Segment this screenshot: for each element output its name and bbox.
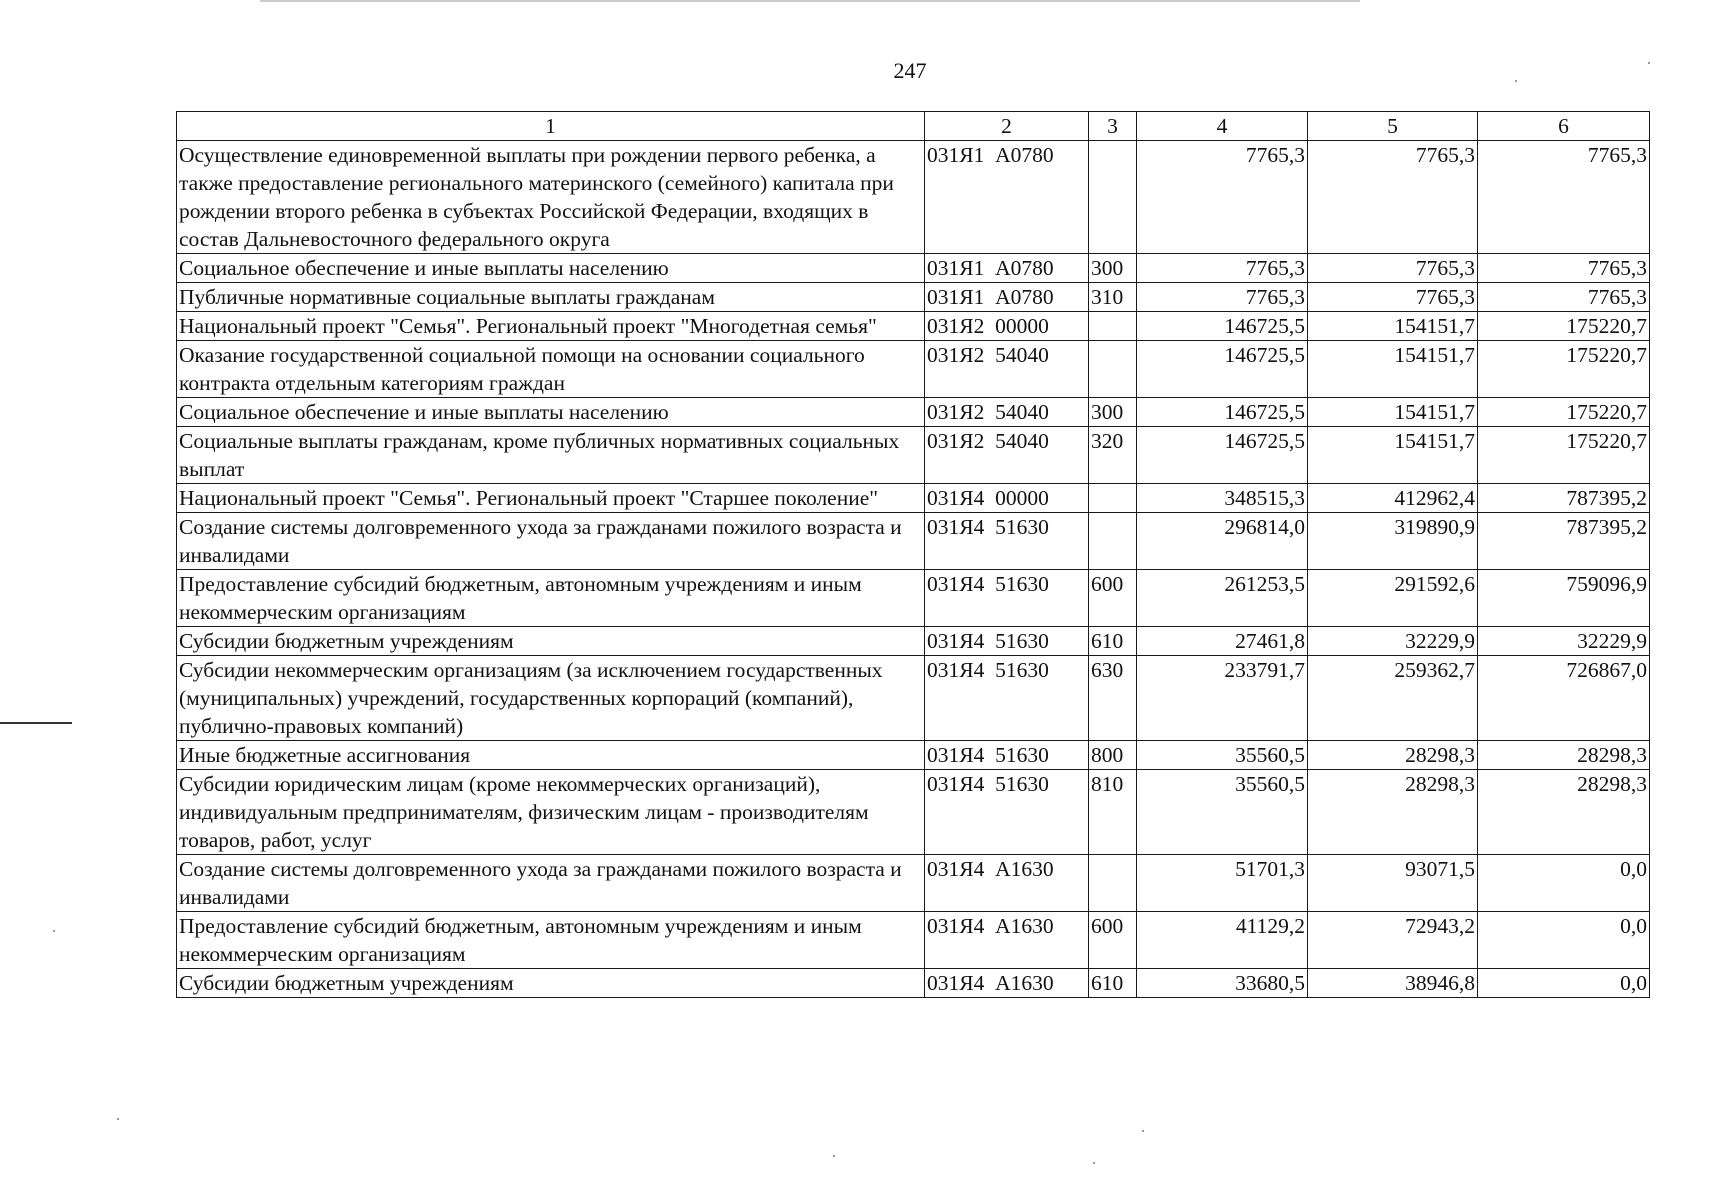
row-amount-col5: 28298,3	[1308, 741, 1478, 770]
row-amount-col6: 175220,7	[1478, 341, 1650, 398]
table-row	[177, 627, 1650, 656]
table-row	[177, 341, 1650, 398]
row-amount-col6: 28298,3	[1478, 770, 1650, 855]
scan-speck	[833, 1155, 835, 1157]
scan-speck	[1142, 1130, 1144, 1132]
header-col-6: 6	[1478, 112, 1650, 141]
row-target-code: 031Я4 А1630	[925, 912, 1089, 969]
row-amount-col5: 32229,9	[1308, 627, 1478, 656]
row-target-code: 031Я4 51630	[925, 513, 1089, 570]
row-expense-type	[1089, 141, 1137, 254]
row-amount-col6: 0,0	[1478, 969, 1650, 998]
table-row	[177, 283, 1650, 312]
row-amount-col6: 0,0	[1478, 912, 1650, 969]
table-row	[177, 312, 1650, 341]
row-amount-col5: 7765,3	[1308, 283, 1478, 312]
budget-table	[176, 111, 1650, 998]
row-amount-col5: 7765,3	[1308, 254, 1478, 283]
row-target-code: 031Я4 А1630	[925, 969, 1089, 998]
row-amount-col4: 33680,5	[1137, 969, 1308, 998]
row-amount-col6: 175220,7	[1478, 427, 1650, 484]
row-amount-col4: 261253,5	[1137, 570, 1308, 627]
scan-edge-line	[260, 0, 1360, 2]
row-amount-col4: 146725,5	[1137, 312, 1308, 341]
scan-speck	[53, 930, 55, 932]
row-amount-col6: 175220,7	[1478, 312, 1650, 341]
row-name: Субсидии бюджетным учреждениям	[177, 969, 925, 998]
header-col-2: 2	[925, 112, 1089, 141]
row-expense-type: 600	[1089, 570, 1137, 627]
row-target-code: 031Я2 54040	[925, 398, 1089, 427]
row-amount-col6: 7765,3	[1478, 254, 1650, 283]
row-target-code: 031Я4 51630	[925, 656, 1089, 741]
row-expense-type: 310	[1089, 283, 1137, 312]
row-name: Создание системы долговременного ухода за гражданами пожилого возраста и инвалидами	[177, 513, 925, 570]
row-amount-col5: 154151,7	[1308, 398, 1478, 427]
row-expense-type: 300	[1089, 398, 1137, 427]
row-amount-col4: 51701,3	[1137, 855, 1308, 912]
table-row	[177, 741, 1650, 770]
row-amount-col4: 146725,5	[1137, 427, 1308, 484]
header-col-4: 4	[1137, 112, 1308, 141]
row-expense-type: 610	[1089, 627, 1137, 656]
row-amount-col5: 7765,3	[1308, 141, 1478, 254]
table-row	[177, 656, 1650, 741]
row-amount-col4: 296814,0	[1137, 513, 1308, 570]
header-col-1: 1	[177, 112, 925, 141]
row-expense-type	[1089, 341, 1137, 398]
row-expense-type	[1089, 855, 1137, 912]
row-name: Социальные выплаты гражданам, кроме публичных нормативных социальных выплат	[177, 427, 925, 484]
row-amount-col4: 146725,5	[1137, 341, 1308, 398]
row-expense-type	[1089, 312, 1137, 341]
row-name: Социальное обеспечение и иные выплаты населению	[177, 254, 925, 283]
row-amount-col6: 28298,3	[1478, 741, 1650, 770]
row-target-code: 031Я4 51630	[925, 627, 1089, 656]
row-amount-col4: 348515,3	[1137, 484, 1308, 513]
row-name: Создание системы долговременного ухода за гражданами пожилого возраста и инвалидами	[177, 855, 925, 912]
scan-speck	[1515, 80, 1517, 82]
row-amount-col5: 319890,9	[1308, 513, 1478, 570]
row-amount-col4: 7765,3	[1137, 254, 1308, 283]
table-row	[177, 427, 1650, 484]
row-target-code: 031Я4 51630	[925, 570, 1089, 627]
row-expense-type: 300	[1089, 254, 1137, 283]
row-amount-col5: 291592,6	[1308, 570, 1478, 627]
row-amount-col4: 7765,3	[1137, 141, 1308, 254]
row-target-code: 031Я4 51630	[925, 770, 1089, 855]
row-amount-col4: 35560,5	[1137, 741, 1308, 770]
table-row	[177, 855, 1650, 912]
table-header-row	[177, 112, 1650, 141]
row-amount-col6: 759096,9	[1478, 570, 1650, 627]
row-target-code: 031Я2 00000	[925, 312, 1089, 341]
row-name: Предоставление субсидий бюджетным, автономным учреждениям и иным некоммерческим организациям	[177, 570, 925, 627]
scan-speck	[117, 1118, 119, 1120]
row-name: Субсидии юридическим лицам (кроме некоммерческих организаций), индивидуальным предпринимателям, физическим лицам - производителям товаров, работ, услуг	[177, 770, 925, 855]
row-amount-col6: 7765,3	[1478, 141, 1650, 254]
row-amount-col5: 72943,2	[1308, 912, 1478, 969]
row-amount-col4: 7765,3	[1137, 283, 1308, 312]
row-amount-col5: 412962,4	[1308, 484, 1478, 513]
row-name: Публичные нормативные социальные выплаты гражданам	[177, 283, 925, 312]
row-amount-col6: 787395,2	[1478, 484, 1650, 513]
row-amount-col5: 28298,3	[1308, 770, 1478, 855]
row-amount-col4: 41129,2	[1137, 912, 1308, 969]
row-target-code: 031Я4 51630	[925, 741, 1089, 770]
table-row	[177, 513, 1650, 570]
header-col-3: 3	[1089, 112, 1137, 141]
row-amount-col5: 154151,7	[1308, 312, 1478, 341]
row-amount-col5: 154151,7	[1308, 341, 1478, 398]
page-number: 247	[893, 58, 927, 83]
row-expense-type	[1089, 513, 1137, 570]
row-amount-col5: 154151,7	[1308, 427, 1478, 484]
row-target-code: 031Я4 А1630	[925, 855, 1089, 912]
row-target-code: 031Я1 А0780	[925, 283, 1089, 312]
row-target-code: 031Я4 00000	[925, 484, 1089, 513]
row-name: Национальный проект "Семья". Региональный проект "Многодетная семья"	[177, 312, 925, 341]
row-target-code: 031Я2 54040	[925, 341, 1089, 398]
row-name: Иные бюджетные ассигнования	[177, 741, 925, 770]
row-amount-col6: 32229,9	[1478, 627, 1650, 656]
row-target-code: 031Я1 А0780	[925, 254, 1089, 283]
row-amount-col6: 0,0	[1478, 855, 1650, 912]
row-target-code: 031Я1 А0780	[925, 141, 1089, 254]
row-name: Предоставление субсидий бюджетным, автономным учреждениям и иным некоммерческим организациям	[177, 912, 925, 969]
row-amount-col6: 726867,0	[1478, 656, 1650, 741]
row-name: Оказание государственной социальной помощи на основании социального контракта отдельным категориям граждан	[177, 341, 925, 398]
scan-speck	[1648, 62, 1650, 64]
row-amount-col5: 93071,5	[1308, 855, 1478, 912]
row-amount-col4: 35560,5	[1137, 770, 1308, 855]
row-amount-col4: 233791,7	[1137, 656, 1308, 741]
scan-speck	[1093, 1162, 1095, 1164]
table-row	[177, 484, 1650, 513]
row-amount-col5: 259362,7	[1308, 656, 1478, 741]
row-name: Субсидии некоммерческим организациям (за исключением государственных (муниципальных) учреждений, государственных корпораций (компаний), публично-правовых компаний)	[177, 656, 925, 741]
row-expense-type: 810	[1089, 770, 1137, 855]
table-row	[177, 770, 1650, 855]
row-expense-type	[1089, 484, 1137, 513]
row-expense-type: 320	[1089, 427, 1137, 484]
row-expense-type: 800	[1089, 741, 1137, 770]
table-row	[177, 141, 1650, 254]
table-row	[177, 912, 1650, 969]
row-name: Осуществление единовременной выплаты при рождении первого ребенка, а также предоставление регионального материнского (семейного) капитала при рождении второго ребенка в субъектах Российской Федерации, входящих в состав Дальневосточного федерального округа	[177, 141, 925, 254]
row-expense-type: 600	[1089, 912, 1137, 969]
row-amount-col6: 175220,7	[1478, 398, 1650, 427]
scan-margin-mark	[0, 722, 72, 724]
row-name: Национальный проект "Семья". Региональный проект "Старшее поколение"	[177, 484, 925, 513]
row-amount-col5: 38946,8	[1308, 969, 1478, 998]
table-row	[177, 969, 1650, 998]
row-expense-type: 630	[1089, 656, 1137, 741]
table-row	[177, 254, 1650, 283]
table-row	[177, 398, 1650, 427]
row-name: Социальное обеспечение и иные выплаты населению	[177, 398, 925, 427]
row-name: Субсидии бюджетным учреждениям	[177, 627, 925, 656]
row-target-code: 031Я2 54040	[925, 427, 1089, 484]
table-row	[177, 570, 1650, 627]
row-amount-col4: 146725,5	[1137, 398, 1308, 427]
row-amount-col6: 787395,2	[1478, 513, 1650, 570]
row-expense-type: 610	[1089, 969, 1137, 998]
header-col-5: 5	[1308, 112, 1478, 141]
row-amount-col6: 7765,3	[1478, 283, 1650, 312]
row-amount-col4: 27461,8	[1137, 627, 1308, 656]
